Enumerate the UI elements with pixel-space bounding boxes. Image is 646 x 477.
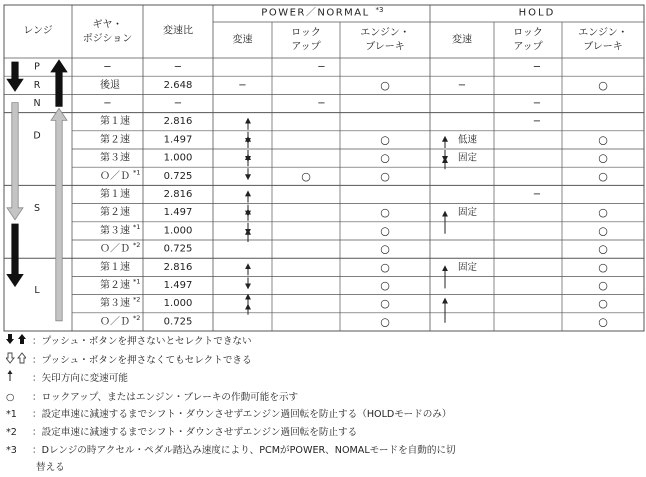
dash-hold-r-shift: −	[457, 79, 467, 91]
circle-pn-engine-brake: ○	[380, 224, 390, 238]
gear-cell: 第２速	[100, 134, 130, 146]
ratio-cell: 0.725	[163, 170, 193, 182]
gray-arrow-down-icon	[7, 103, 23, 220]
circle-pn-lockup-od: ○	[301, 169, 311, 183]
gear-note: *1	[133, 277, 141, 286]
range-label-p: P	[34, 61, 40, 73]
ratio-cell: 2.648	[163, 79, 193, 91]
black-arrow-up-icon	[51, 60, 67, 106]
gear-cell: 第２速	[100, 207, 130, 219]
gear-note: *2	[133, 295, 141, 304]
dash-pn-p: −	[317, 61, 326, 73]
circle-pn-engine-brake: ○	[380, 242, 390, 256]
gear-cell: 第３速	[100, 152, 130, 164]
header-gear-position-2: ポジション	[82, 33, 133, 45]
note-thin-arrow: ：矢印方向に変速可能	[6, 370, 642, 389]
circle-pn-engine-brake: ○	[380, 169, 390, 183]
range-label-r: R	[33, 79, 41, 91]
ratio-cell: 1.497	[163, 280, 193, 291]
hold-fixed-d: 固定	[458, 152, 478, 164]
black-arrow-down-icon	[7, 224, 23, 286]
header-shift-hold: 変速	[452, 34, 472, 46]
note-2-marker: *2	[6, 426, 17, 438]
legend-notes	[6, 333, 642, 477]
ratio-cell: 0.725	[163, 243, 193, 255]
range-label-s: S	[33, 203, 41, 215]
dash-hold-p: −	[532, 61, 542, 73]
gear-cell: 後退	[100, 79, 120, 91]
push-free-arrows-icon	[6, 352, 32, 371]
header-engine-brake-pn: ブレーキ	[365, 41, 405, 53]
circle-pn-engine-brake: ○	[380, 206, 390, 220]
circle-hold-engine-brake: ○	[598, 224, 608, 238]
gear-cell: 第１速	[100, 189, 130, 200]
gear-cell: Ｏ／Ｄ	[100, 170, 130, 182]
circle-hold-engine-brake: ○	[598, 315, 608, 329]
gear-cell: Ｏ／Ｄ	[100, 316, 130, 328]
header-lockup-hold: アップ	[513, 41, 543, 53]
dash-pn-n: −	[317, 98, 326, 109]
ratio-cell: 1.000	[163, 225, 193, 237]
gear-note: *1	[133, 222, 141, 231]
ratio-cell: 1.000	[163, 298, 193, 310]
header-engine-brake-pn: エンジン・	[360, 27, 410, 39]
thin-arrow-icon	[6, 370, 32, 389]
ratio-cell: 2.816	[163, 189, 193, 200]
circle-hold-engine-brake: ○	[598, 260, 608, 274]
circle-pn-r: ○	[380, 78, 390, 92]
circle-pn-engine-brake: ○	[380, 297, 390, 311]
range-label-l: L	[34, 284, 40, 296]
gray-arrow-up-icon	[51, 108, 67, 320]
dash-pn-r-shift: −	[238, 79, 247, 91]
range-label-n: N	[33, 98, 41, 109]
gear-cell: 第１速	[100, 116, 130, 128]
circle-pn-engine-brake: ○	[380, 279, 390, 292]
gear-note: *1	[133, 168, 141, 177]
note-1: *1 ：設定車速に減速するまでシフト・ダウンさせずエンジン過回転を防止する（HOLDモードのみ）	[6, 406, 642, 424]
circle-pn-engine-brake: ○	[380, 133, 390, 147]
header-gear-position-1: ギヤ・	[92, 19, 123, 31]
ratio-cell: 1.000	[163, 152, 193, 164]
note-1-marker: *1	[6, 409, 17, 421]
gear-cell: 第３速	[100, 225, 130, 237]
circle-hold-engine-brake: ○	[598, 279, 608, 292]
header-engine-brake-hold: エンジン・	[578, 27, 628, 39]
circle-hold-engine-brake: ○	[598, 151, 608, 165]
header-hold: HOLD	[518, 7, 556, 19]
gear-note: *2	[133, 241, 141, 250]
dash-hold-s1: −	[532, 189, 542, 200]
hold-low-speed: 低速	[458, 134, 478, 146]
ratio-cell: 0.725	[163, 316, 193, 328]
range-label-d: D	[33, 130, 41, 142]
note-circle: ○ ：ロックアップ、またはエンジン・ブレーキの作動可能を示す	[6, 389, 642, 407]
note-push-free: ：プッシュ・ボタンを押さなくてもセレクトできる	[6, 352, 642, 371]
circle-hold-engine-brake: ○	[598, 297, 608, 311]
ratio-cell: 2.816	[163, 261, 193, 273]
header-engine-brake-hold: ブレーキ	[583, 41, 623, 53]
gear-cell: 第２速	[100, 280, 130, 291]
header-power-normal: POWER／NORMAL	[261, 7, 370, 19]
gear-note: *2	[133, 313, 141, 322]
gear-cell: 第１速	[100, 261, 130, 273]
hold-fixed-s: 固定	[458, 207, 478, 219]
circle-hold-engine-brake: ○	[598, 206, 608, 220]
note-3-continued: 替える	[36, 462, 65, 474]
note-2: *2 ：設定車速に減速するまでシフト・ダウンさせずエンジン過回転を防止する	[6, 424, 642, 442]
circle-hold-engine-brake: ○	[598, 242, 608, 256]
note-push-required: ：プッシュ・ボタンを押さないとセレクトできない	[6, 333, 642, 352]
header-lockup-hold: ロック	[513, 27, 543, 39]
gear-cell: Ｏ／Ｄ	[100, 243, 130, 255]
circle-hold-r: ○	[598, 78, 608, 92]
header-range: レンジ	[23, 25, 53, 37]
circle-hold-engine-brake: ○	[598, 169, 608, 183]
ratio-cell: −	[173, 61, 183, 73]
push-required-arrows-icon	[6, 333, 32, 352]
header-ratio: 変速比	[163, 25, 193, 37]
note-3: *3 ：Dレンジの時アクセル・ペダル踏込み速度により、PCMがPOWER、NOMALモードを自動的に切	[6, 442, 642, 460]
dash-hold-n: −	[532, 98, 542, 109]
black-arrow-down-icon	[7, 62, 23, 91]
note-3-marker: *3	[6, 444, 17, 456]
dash-hold-d1: −	[532, 116, 542, 128]
ratio-cell: 1.497	[163, 207, 193, 219]
circle-pn-engine-brake: ○	[380, 315, 390, 329]
header-shift-pn: 変速	[232, 34, 253, 46]
circle-pn-engine-brake: ○	[380, 260, 390, 274]
circle-symbol: ○	[6, 391, 15, 403]
gear-cell: −	[103, 98, 112, 109]
gear-cell: 第３速	[100, 298, 130, 310]
ratio-cell: −	[173, 98, 183, 109]
ratio-cell: 2.816	[163, 116, 193, 128]
header-power-normal-note: *3	[375, 6, 384, 14]
circle-pn-engine-brake: ○	[380, 151, 390, 165]
gear-cell: −	[103, 61, 112, 73]
header-lockup-pn: アップ	[291, 41, 321, 53]
hold-fixed-l: 固定	[458, 261, 478, 273]
header-lockup-pn: ロック	[291, 27, 321, 39]
circle-hold-engine-brake: ○	[598, 133, 608, 147]
ratio-cell: 1.497	[163, 134, 193, 146]
